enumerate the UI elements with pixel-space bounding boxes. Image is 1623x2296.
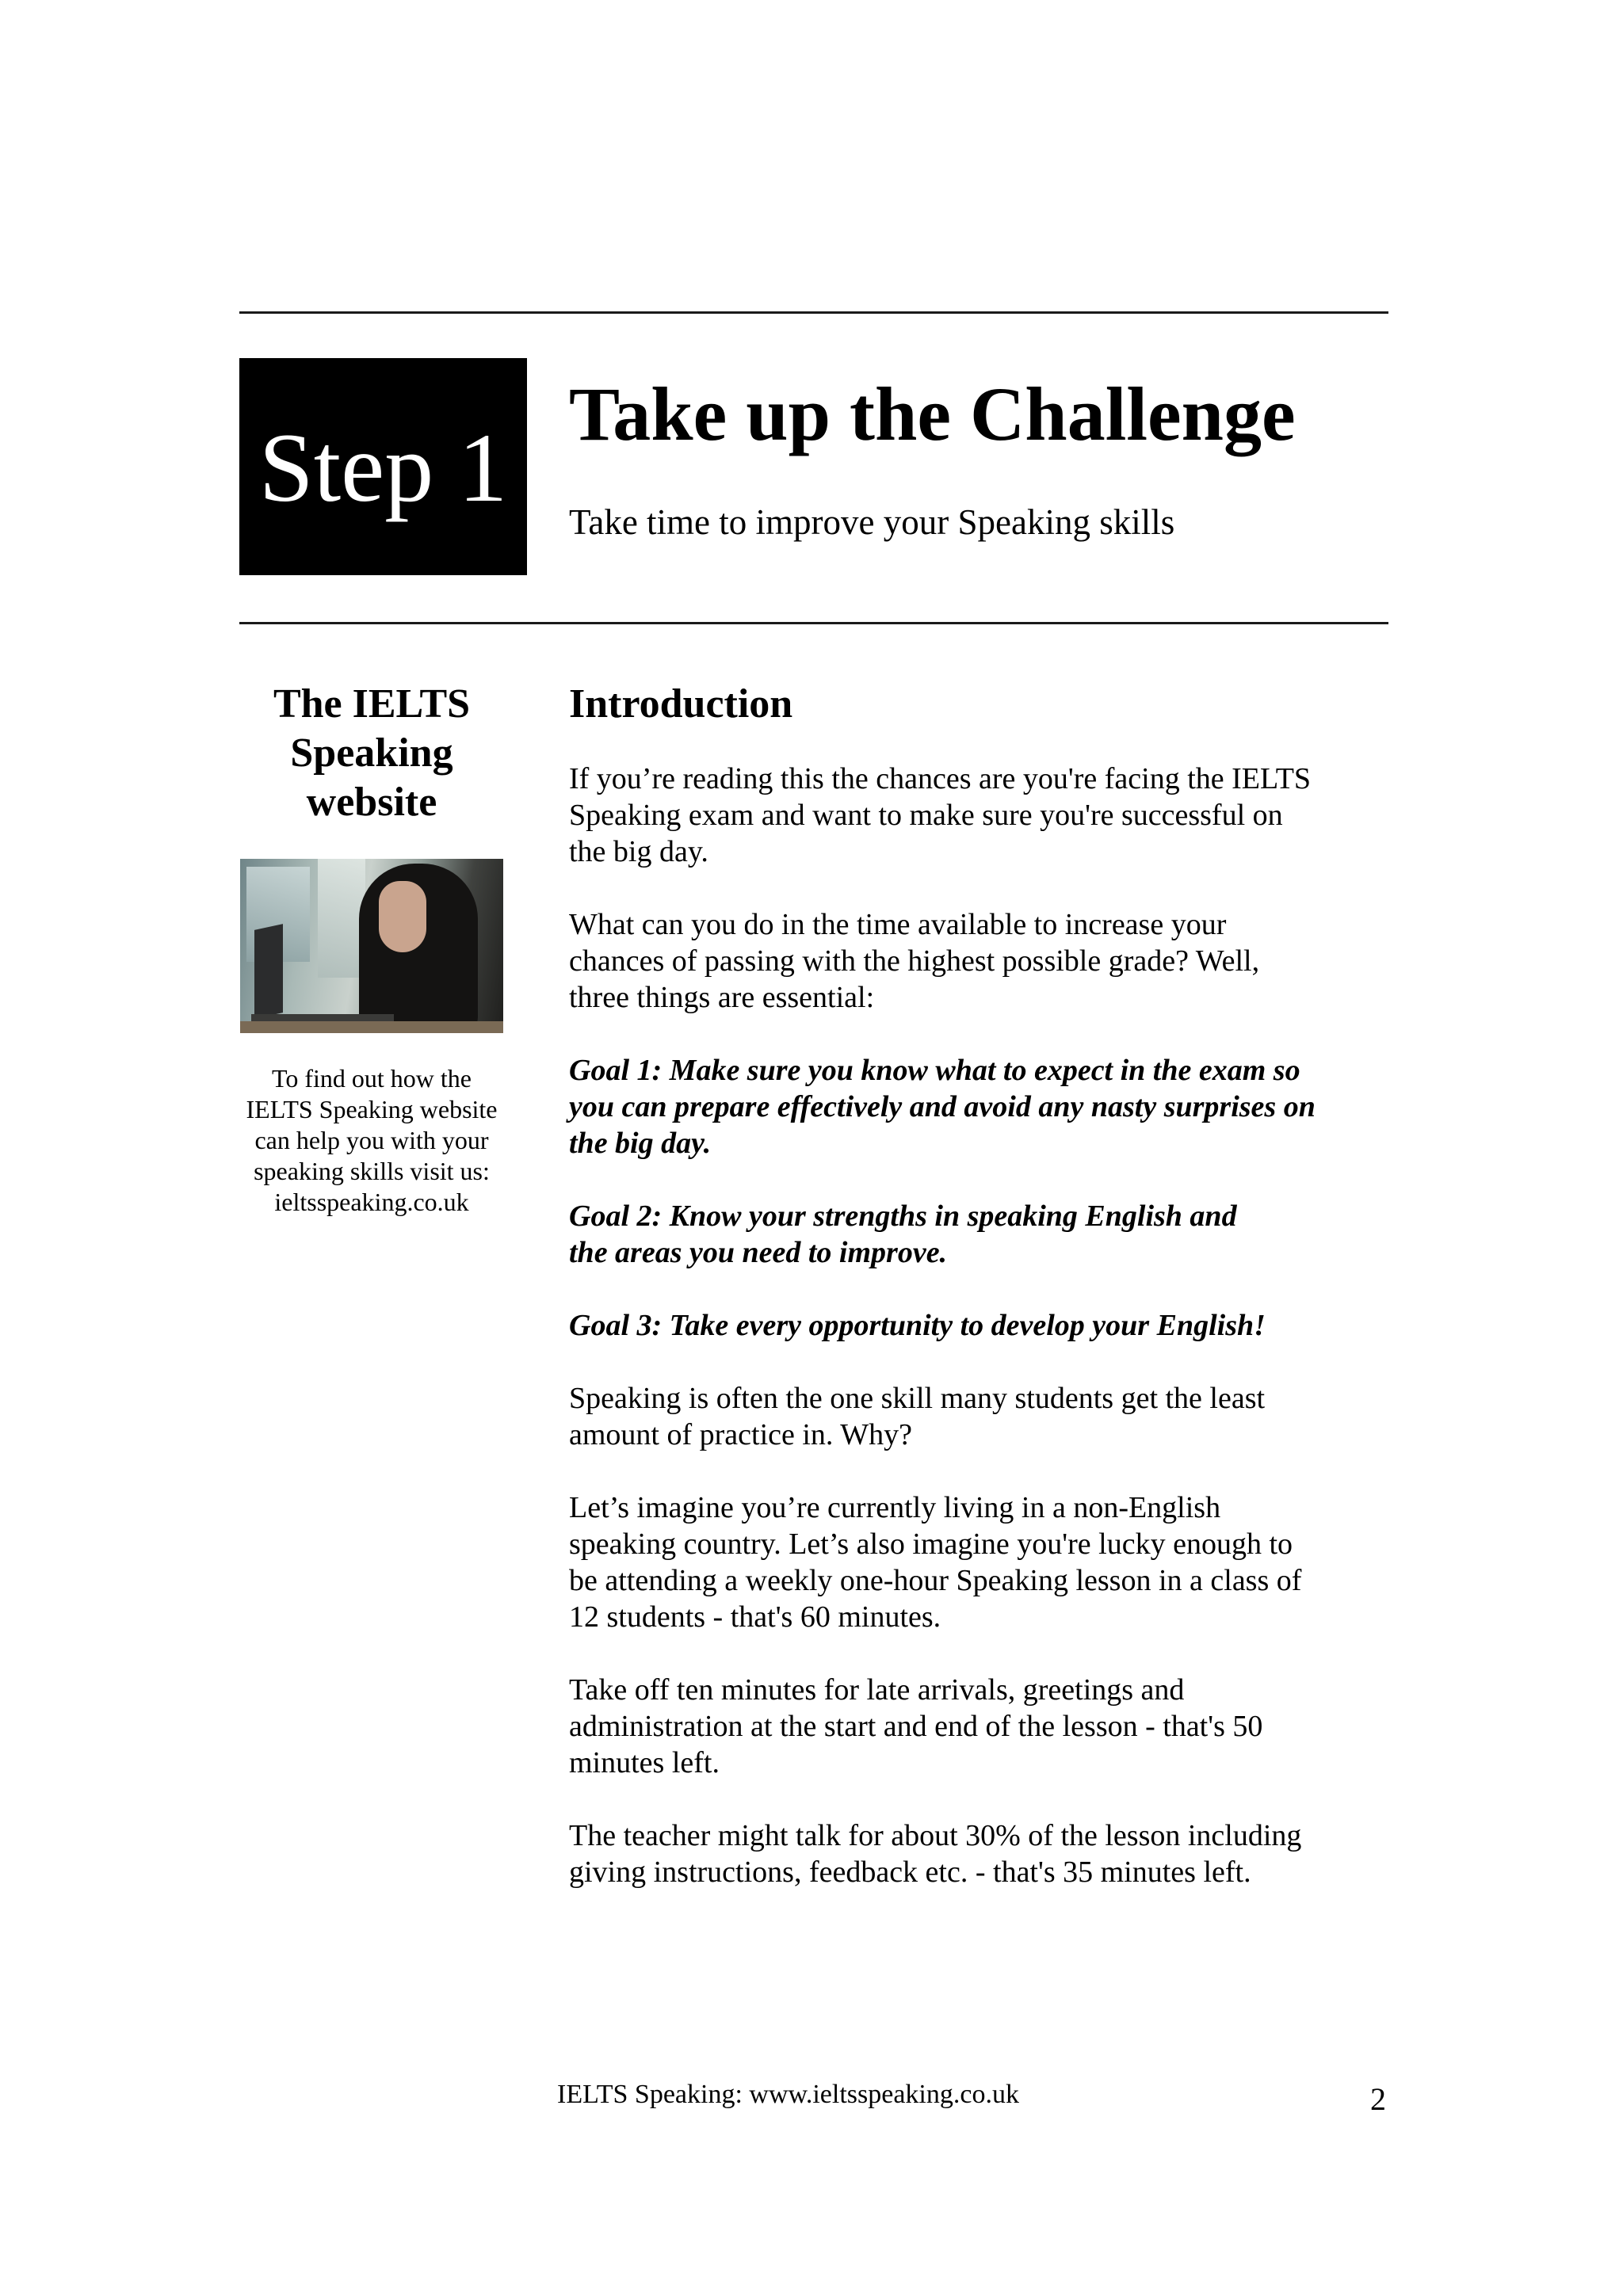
step-label: Step 1 xyxy=(258,414,508,522)
paragraph-line: Let’s imagine you’re currently living in a non-English xyxy=(569,1491,1221,1524)
sidebar-caption-line: IELTS Speaking website xyxy=(246,1095,498,1123)
body-paragraph xyxy=(569,1672,1401,1781)
paragraph-line: three things are essential: xyxy=(569,981,875,1014)
footer-text: IELTS Speaking: www.ieltsspeaking.co.uk xyxy=(557,2080,1019,2109)
sidebar-caption xyxy=(230,1063,514,1218)
paragraph-line: the areas you need to improve. xyxy=(569,1236,948,1269)
paragraph-line: minutes left. xyxy=(569,1746,720,1779)
sidebar-caption-line: To find out how the xyxy=(272,1064,472,1093)
sidebar-heading xyxy=(230,680,514,827)
paragraph-line: administration at the start and end of the lesson - that's 50 xyxy=(569,1710,1263,1743)
sidebar xyxy=(230,680,514,1218)
paragraph-line: 12 students - that's 60 minutes. xyxy=(569,1600,941,1634)
goal-paragraph xyxy=(569,1052,1401,1161)
paragraph-line: Speaking is often the one skill many students get the least xyxy=(569,1382,1266,1415)
body-paragraph xyxy=(569,1489,1401,1635)
sidebar-heading-line: Speaking xyxy=(290,730,453,776)
header-bottom-divider xyxy=(239,622,1388,624)
paragraph-line: you can prepare effectively and avoid any nasty surprises on xyxy=(569,1090,1316,1123)
sidebar-caption-line: speaking skills visit us: xyxy=(254,1157,490,1185)
paragraph-line: Goal 1: Make sure you know what to expect in the exam so xyxy=(569,1054,1300,1087)
body-paragraph xyxy=(569,906,1401,1016)
paragraph-line: Goal 3: Take every opportunity to develop your English! xyxy=(569,1309,1266,1342)
page-subtitle: Take time to improve your Speaking skills xyxy=(569,502,1175,542)
body-paragraph xyxy=(569,1380,1401,1453)
paragraph-line: be attending a weekly one-hour Speaking lesson in a class of xyxy=(569,1564,1302,1597)
paragraph-line: speaking country. Let’s also imagine you're lucky enough to xyxy=(569,1527,1293,1561)
page-title: Take up the Challenge xyxy=(569,372,1296,456)
paragraph-line: The teacher might talk for about 30% of the lesson including xyxy=(569,1819,1302,1852)
sidebar-heading-line: website xyxy=(306,780,437,825)
paragraph-line: What can you do in the time available to increase your xyxy=(569,908,1227,941)
paragraph-line: If you’re reading this the chances are you're facing the IELTS xyxy=(569,762,1312,795)
sidebar-caption-link[interactable]: ieltsspeaking.co.uk xyxy=(274,1188,469,1216)
body-paragraph xyxy=(569,1817,1401,1890)
paragraph-line: chances of passing with the highest possible grade? Well, xyxy=(569,944,1260,978)
goal-paragraph xyxy=(569,1307,1401,1344)
body-paragraph xyxy=(569,761,1401,870)
goal-paragraph xyxy=(569,1198,1401,1271)
section-heading: Introduction xyxy=(569,681,793,727)
sidebar-heading-line: The IELTS xyxy=(273,681,471,727)
paragraph-line: Speaking exam and want to make sure you're successful on xyxy=(569,799,1283,832)
paragraph-line: giving instructions, feedback etc. - that's 35 minutes left. xyxy=(569,1855,1251,1889)
woman-at-laptop-photo xyxy=(240,859,503,1033)
main-content xyxy=(569,680,1401,1927)
paragraph-line: the big day. xyxy=(569,1127,712,1160)
paragraph-line: Goal 2: Know your strengths in speaking English and xyxy=(569,1199,1237,1233)
paragraph-line: Take off ten minutes for late arrivals, greetings and xyxy=(569,1673,1185,1707)
paragraph-line: amount of practice in. Why? xyxy=(569,1418,912,1451)
page-number: 2 xyxy=(1370,2081,1386,2117)
sidebar-caption-line: can help you with your xyxy=(254,1126,489,1154)
paragraph-list xyxy=(569,761,1401,1890)
top-divider xyxy=(239,311,1388,314)
step-badge xyxy=(239,358,527,575)
paragraph-line: the big day. xyxy=(569,835,708,868)
